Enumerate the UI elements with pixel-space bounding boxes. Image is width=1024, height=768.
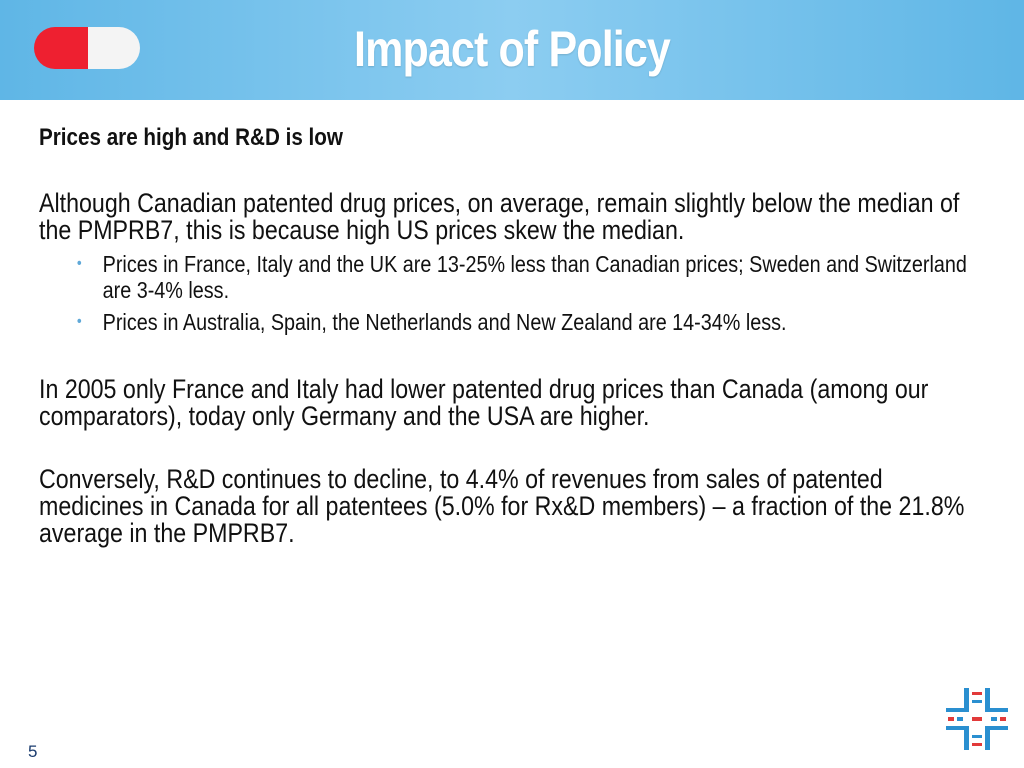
slide-subtitle: Prices are high and R&D is low [39,124,343,151]
bullet-dot-icon: • [76,313,82,330]
slide-content [39,124,979,547]
bullet-dot-icon: • [76,255,82,272]
content-condensed [39,124,979,547]
slide-header [0,0,1024,100]
slide-title: Impact of Policy [354,21,670,77]
bullet-text: Prices in Australia, Spain, the Netherlands and New Zealand are 14-34% less. [102,309,787,335]
paragraph-2005-comparison: In 2005 only France and Italy had lower patented drug prices than Canada (among our comparators), today only Germany and the USA are higher. [39,374,929,431]
paragraph-prices-median: Although Canadian patented drug prices, on average, remain slightly below the median of the PMPRB7, this is because high US prices skew the median. [39,188,960,245]
bullet-item [39,251,979,303]
bullet-item [39,309,979,335]
cross-logo-icon [944,686,1010,752]
bullet-list [39,251,979,335]
paragraph-rnd-decline: Conversely, R&D continues to decline, to 4.4% of revenues from sales of patented medicines in Canada for all patentees (5.0% for Rx&D members) – a fraction of the 21.8% average in the PMPRB7. [39,464,965,548]
page-number: 5 [28,742,38,761]
bullet-text: Prices in France, Italy and the UK are 13-25% less than Canadian prices; Sweden and Switzerland are 3-4% less. [102,251,967,303]
